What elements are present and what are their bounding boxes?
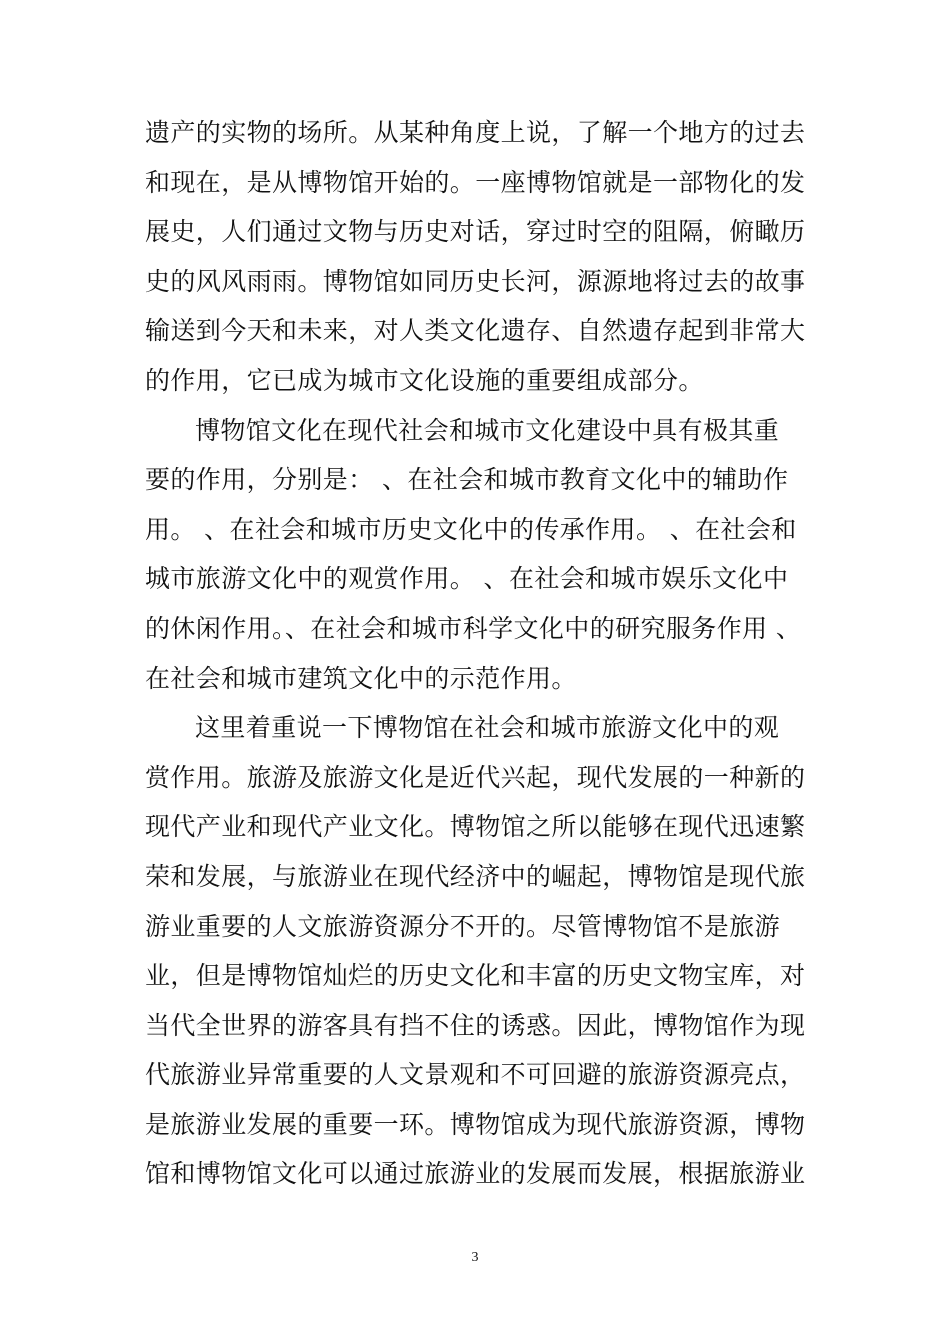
paragraph-2-line-6: 在社会和城市建筑文化中的示范作用。 [145, 663, 577, 693]
paragraph-3-line-8: 代旅游业异常重要的人文景观和不可回避的旅游资源亮点， [145, 1060, 806, 1090]
paragraph-3-line-10: 馆和博物馆文化可以通过旅游业的发展而发展，根据旅游业 [145, 1159, 806, 1189]
paragraph-1-line-1: 遗产的实物的场所。从某种角度上说，了解一个地方的过去 [145, 118, 806, 147]
paragraph-1-line-2: 和现在，是从博物馆开始的。一座博物馆就是一部物化的发 [145, 167, 806, 197]
paragraph-2-line-3: 用。 、在社会和城市历史文化中的传承作用。 、在社会和 [145, 514, 797, 544]
paragraph-3-line-5: 游业重要的人文旅游资源分不开的。尽管博物馆不是旅游 [145, 911, 781, 941]
paragraph-3-line-6: 业，但是博物馆灿烂的历史文化和丰富的历史文物宝库，对 [145, 961, 806, 991]
paragraph-3-line-7: 当代全世界的游客具有挡不住的诱惑。因此，博物馆作为现 [145, 1010, 806, 1040]
document-body [145, 108, 845, 1199]
paragraph-3-line-9: 是旅游业发展的重要一环。博物馆成为现代旅游资源，博物 [145, 1109, 806, 1139]
page-number: 3 [471, 1250, 479, 1265]
paragraph-1-line-6: 的作用，它已成为城市文化设施的重要组成部分。 [145, 365, 704, 395]
paragraph-3-line-1: 这里着重说一下博物馆在社会和城市旅游文化中的观 [195, 713, 780, 743]
paragraph-2-line-5: 的休闲作用。、在社会和城市科学文化中的研究服务作用 、 [145, 613, 802, 643]
paragraph-3-line-3: 现代产业和现代产业文化。博物馆之所以能够在现代迅速繁 [145, 812, 806, 842]
paragraph-2-line-4: 城市旅游文化中的观赏作用。 、在社会和城市娱乐文化中 [145, 564, 789, 594]
paragraph-2-line-1: 博物馆文化在现代社会和城市文化建设中具有极其重 [195, 415, 780, 445]
paragraph-3-line-4: 荣和发展，与旅游业在现代经济中的崛起，博物馆是现代旅 [145, 861, 806, 891]
paragraph-1-line-5: 输送到今天和未来，对人类文化遗存、自然遗存起到非常大 [145, 316, 806, 346]
paragraph-3-line-2: 赏作用。旅游及旅游文化是近代兴起，现代发展的一种新的 [145, 762, 806, 792]
paragraph-1-line-3: 展史，人们通过文物与历史对话，穿过时空的阻隔，俯瞰历 [145, 217, 806, 247]
paragraph-1-line-4: 史的风风雨雨。博物馆如同历史长河，源源地将过去的故事 [145, 266, 806, 296]
paragraph-2-line-2: 要的作用，分别是： 、在社会和城市教育文化中的辅助作 [145, 465, 789, 495]
